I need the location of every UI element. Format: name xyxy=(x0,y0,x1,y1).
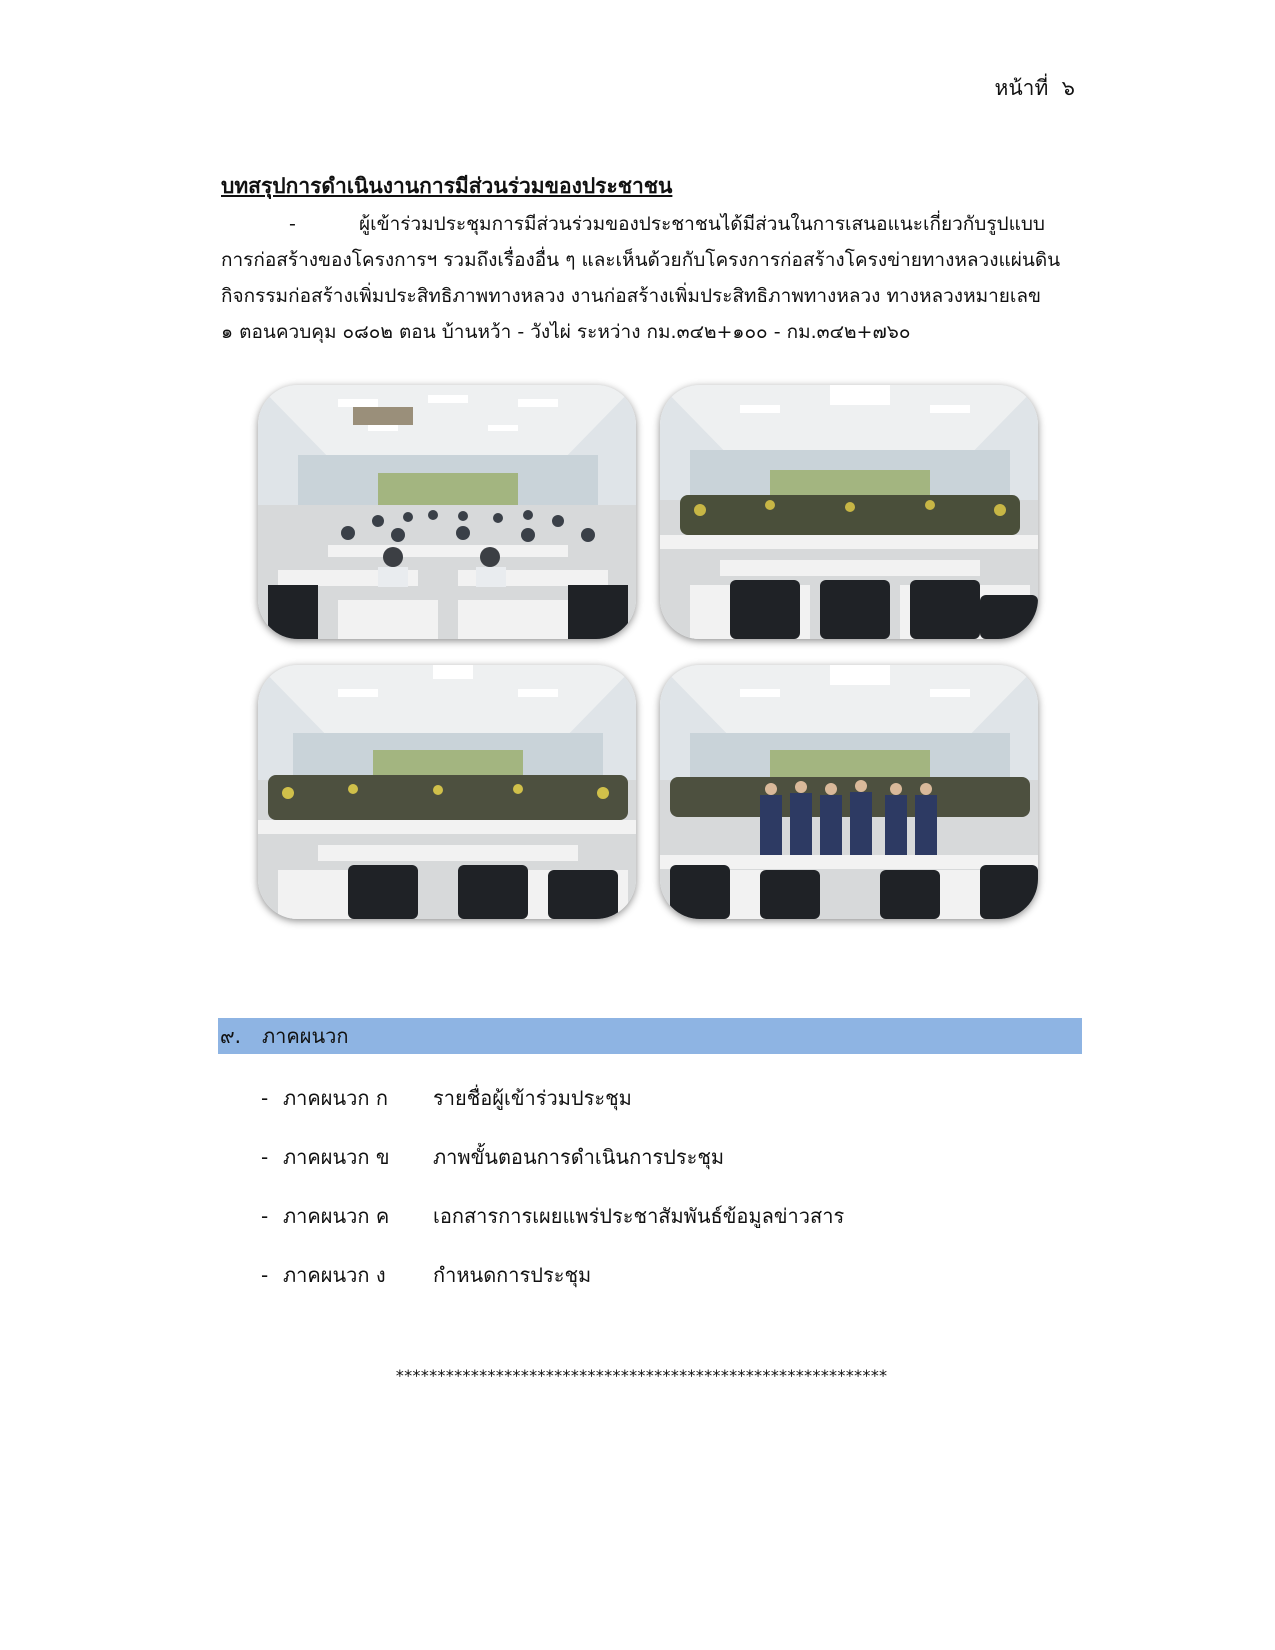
summary-line-2: การก่อสร้างของโครงการฯ รวมถึงเรื่องอื่น ๆ และเห็นด้วยกับโครงการก่อสร้างโครงข่ายทางหลวงแผ่นดิน xyxy=(221,249,1061,271)
appendix-item-d xyxy=(261,1255,844,1314)
summary-line-1-text: ผู้เข้าร่วมประชุมการมีส่วนร่วมของประชาชนได้มีส่วนในการเสนอแนะเกี่ยวกับรูปแบบ xyxy=(359,213,1045,235)
appendix-text: ภาพขั้นตอนการดำเนินการประชุม xyxy=(433,1145,725,1169)
summary-line-4: ๑ ตอนควบคุม ๐๘๐๒ ตอน บ้านหว้า - วังไผ่ ระหว่าง กม.๓๔๒+๑๐๐ - กม.๓๔๒+๗๖๐ xyxy=(221,321,911,343)
section-title: บทสรุปการดำเนินงานการมีส่วนร่วมของประชาชน xyxy=(221,174,673,198)
appendix-number: ๙. xyxy=(220,1024,242,1048)
appendix-bullet: - xyxy=(261,1086,269,1110)
meeting-photo-2 xyxy=(660,385,1038,639)
page-number: หน้าที่ ๖ xyxy=(994,76,1075,100)
appendix-header xyxy=(218,1018,1082,1054)
appendix-item-c xyxy=(261,1196,844,1255)
meeting-photo-3 xyxy=(258,665,636,919)
appendix-item-b xyxy=(261,1137,844,1196)
meeting-photo-1 xyxy=(258,385,636,639)
appendix-text: รายชื่อผู้เข้าร่วมประชุม xyxy=(433,1086,632,1110)
appendix-title: ภาคผนวก xyxy=(262,1024,349,1048)
appendix-label: ภาคผนวก ข xyxy=(283,1145,390,1169)
appendix-label: ภาคผนวก ค xyxy=(283,1204,390,1228)
summary-line-1 xyxy=(221,206,1081,242)
appendix-text: เอกสารการเผยแพร่ประชาสัมพันธ์ข้อมูลข่าวสาร xyxy=(433,1204,845,1228)
appendix-bullet: - xyxy=(261,1145,269,1169)
summary-line-3: กิจกรรมก่อสร้างเพิ่มประสิทธิภาพทางหลวง งานก่อสร้างเพิ่มประสิทธิภาพทางหลวง ทางหลวงหมายเลข xyxy=(221,285,1042,307)
appendix-label: ภาคผนวก ก xyxy=(283,1086,388,1110)
appendix-label: ภาคผนวก ง xyxy=(283,1263,386,1287)
appendix-list xyxy=(261,1078,844,1314)
appendix-bullet: - xyxy=(261,1263,269,1287)
summary-paragraph xyxy=(221,206,1081,350)
end-separator: *********************************************************** xyxy=(395,1366,887,1385)
meeting-photo-4 xyxy=(660,665,1038,919)
appendix-text: กำหนดการประชุม xyxy=(433,1263,592,1287)
summary-dash: - xyxy=(289,213,296,235)
appendix-item-a xyxy=(261,1078,844,1137)
appendix-bullet: - xyxy=(261,1204,269,1228)
